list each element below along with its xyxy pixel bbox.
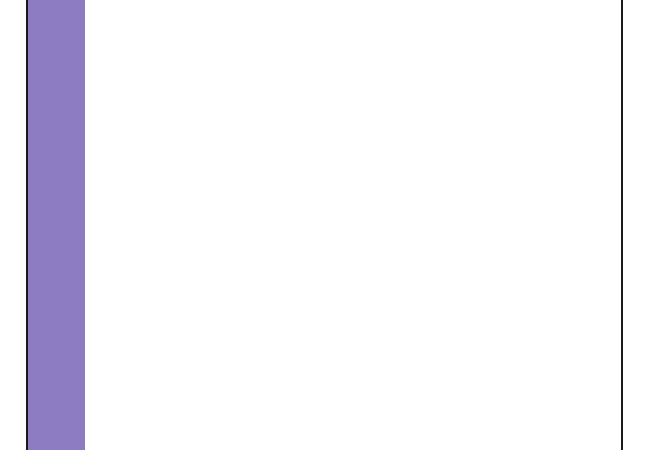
eagles-side-banner <box>28 0 85 450</box>
announcements-content <box>101 0 611 3</box>
right-border-line <box>621 0 623 450</box>
